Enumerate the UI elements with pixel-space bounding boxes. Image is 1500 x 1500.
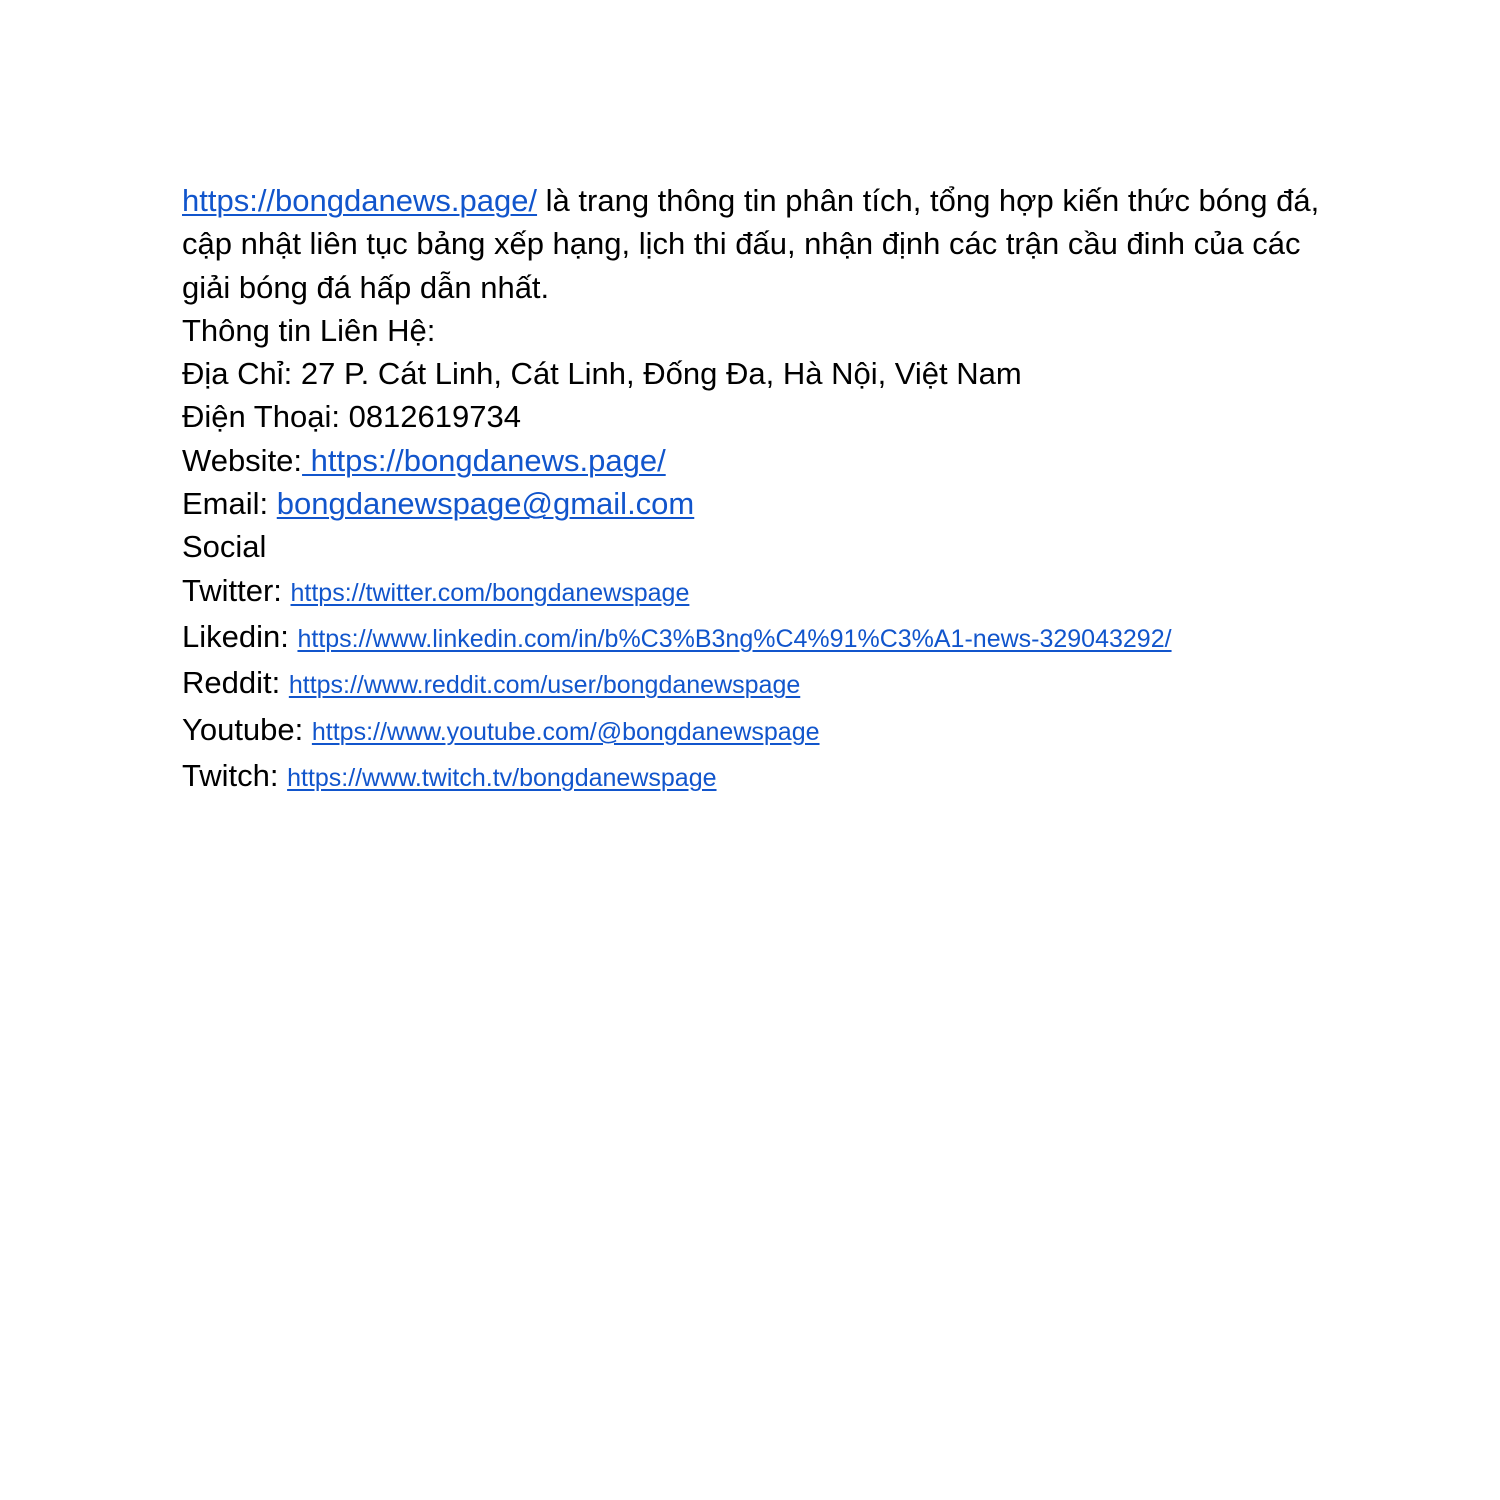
contact-address: Địa Chỉ: 27 P. Cát Linh, Cát Linh, Đống Đa, Hà Nội, Việt Nam	[182, 356, 1022, 392]
social-reddit	[182, 661, 1332, 707]
document-page	[182, 179, 1332, 800]
intro-text: là trang thông tin phân tích, tổng hợp kiến thức bóng đá, cập nhật liên tục bảng xếp hạng, lịch thi đấu, nhận định các trận cầu đinh của các giải bóng đá hấp dẫn nhất.	[182, 183, 1320, 305]
twitter-label: Twitter:	[182, 572, 291, 608]
contact-website	[182, 439, 1332, 482]
email-link[interactable]: bongdanewspage@gmail.com	[276, 486, 695, 522]
contact-phone: Điện Thoại: 0812619734	[182, 399, 521, 435]
social-youtube	[182, 708, 1332, 754]
social-twitch	[182, 754, 1332, 800]
intro-site-link[interactable]: https://bongdanews.page/	[182, 183, 538, 218]
twitch-link[interactable]: https://www.twitch.tv/bongdanewspage	[287, 763, 717, 792]
twitch-label: Twitch:	[182, 757, 288, 793]
contact-heading: Thông tin Liên Hệ:	[182, 312, 436, 348]
website-link[interactable]: https://bongdanews.page/	[302, 442, 666, 478]
reddit-link[interactable]: https://www.reddit.com/user/bongdanewspage	[288, 671, 801, 700]
linkedin-label: Likedin:	[182, 618, 298, 654]
reddit-label: Reddit:	[182, 665, 289, 701]
youtube-link[interactable]: https://www.youtube.com/@bongdanewspage	[311, 717, 820, 746]
social-heading: Social	[182, 529, 267, 565]
email-label: Email:	[182, 486, 277, 522]
linkedin-link[interactable]: https://www.linkedin.com/in/b%C3%B3ng%C4%91%C3%A1-news-329043292/	[297, 624, 1172, 653]
youtube-label: Youtube:	[182, 711, 312, 747]
intro-paragraph	[182, 179, 1332, 309]
website-label: Website:	[182, 442, 303, 478]
social-twitter	[182, 569, 1332, 615]
social-linkedin	[182, 615, 1332, 661]
contact-email	[182, 482, 1332, 525]
twitter-link[interactable]: https://twitter.com/bongdanewspage	[290, 578, 690, 607]
